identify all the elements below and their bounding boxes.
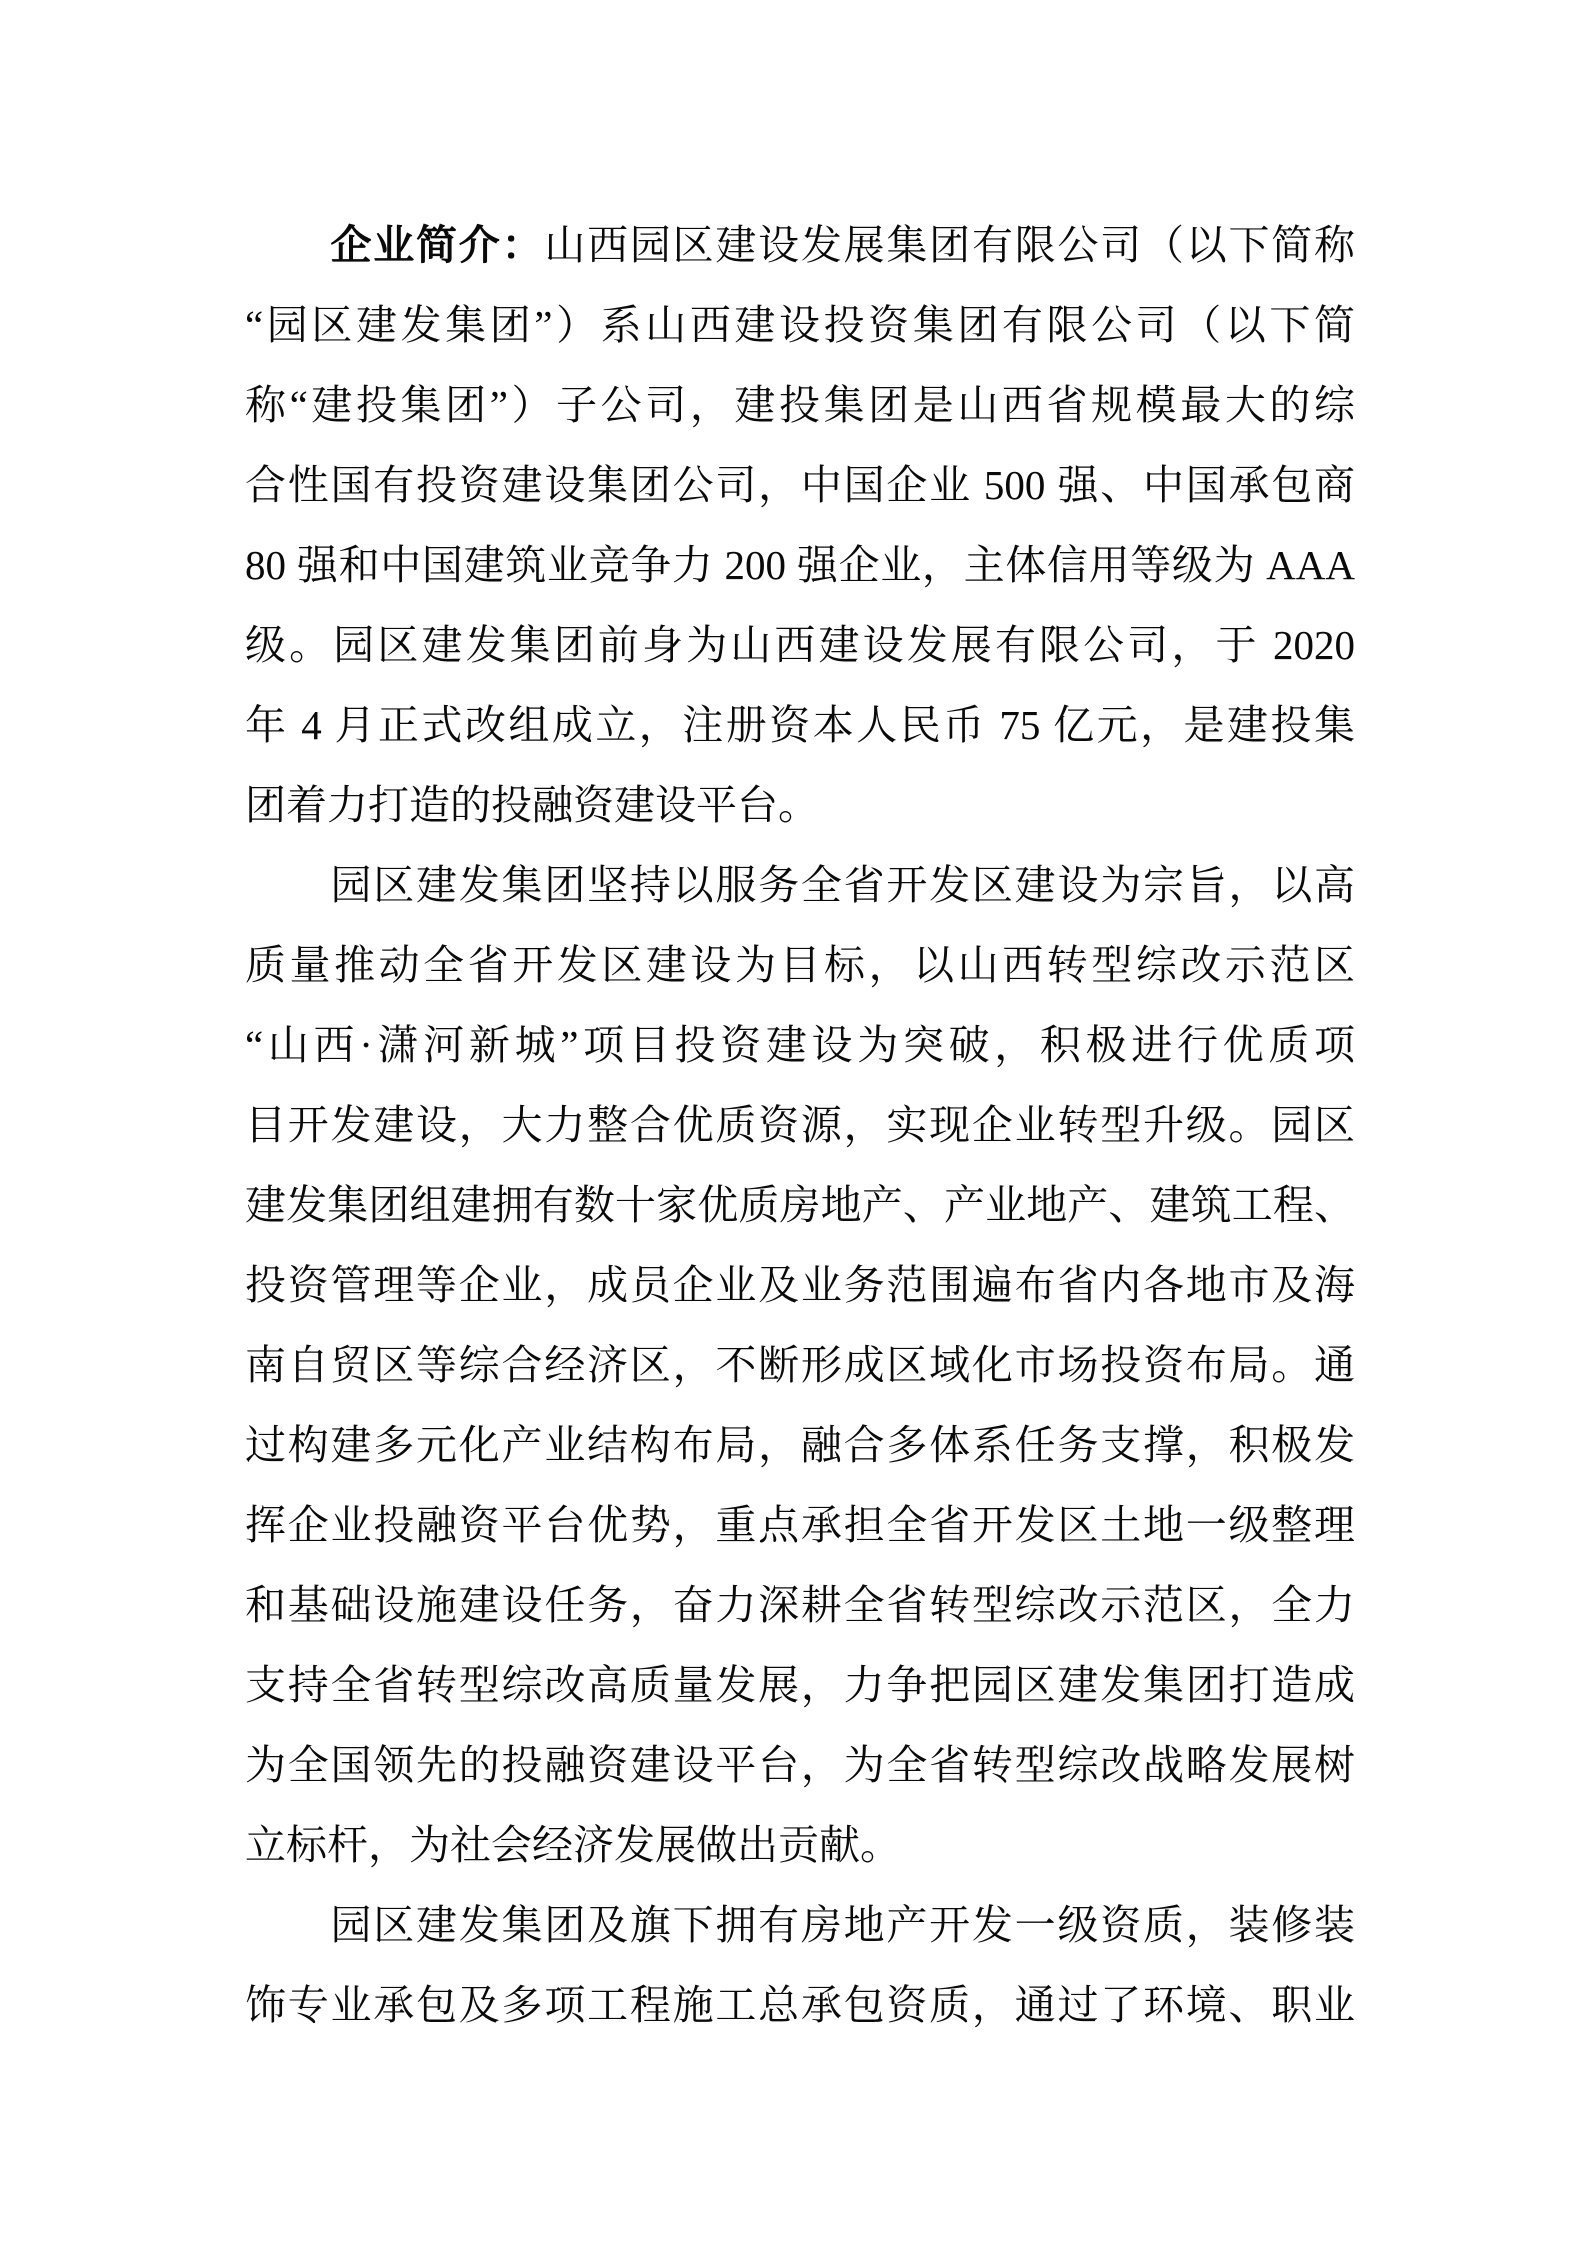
text-run: 目开发建设，大力整合优质资源，实现企业转型升级。园区 (245, 1102, 1355, 1148)
text-run: 饰专业承包及多项工程施工总承包资质，通过了环境、职业 (245, 1982, 1355, 2028)
text-line (245, 1245, 1355, 1325)
text-run (245, 222, 331, 268)
text-line (245, 1325, 1355, 1405)
text-line (245, 1085, 1355, 1165)
text-run: 支持全省转型综改高质量发展，力争把园区建发集团打造成 (245, 1662, 1355, 1708)
text-run: 立标杆，为社会经济发展做出贡献。 (245, 1822, 901, 1868)
text-line (245, 1805, 1355, 1885)
text-line (245, 205, 1355, 285)
text-line (245, 1005, 1355, 1085)
text-run: 山西园区建设发展集团有限公司（以下简称 (544, 222, 1356, 268)
text-line (245, 605, 1355, 685)
text-run: 80 强和中国建筑业竞争力 200 强企业，主体信用等级为 AAA (245, 542, 1355, 588)
text-run: 年 4 月正式改组成立，注册资本人民币 75 亿元，是建投集 (245, 702, 1355, 748)
text-run: 质量推动全省开发区建设为目标，以山西转型综改示范区 (245, 942, 1355, 988)
text-run: 园区建发集团坚持以服务全省开发区建设为宗旨，以高 (245, 862, 1355, 908)
text-line (245, 1405, 1355, 1485)
text-run: 园区建发集团及旗下拥有房地产开发一级资质，装修装 (245, 1902, 1355, 1948)
paragraph (245, 1885, 1355, 2045)
text-run: 投资管理等企业，成员企业及业务范围遍布省内各地市及海 (245, 1262, 1355, 1308)
text-run: 过构建多元化产业结构布局，融合多体系任务支撑，积极发 (245, 1422, 1355, 1468)
text-run: 南自贸区等综合经济区，不断形成区域化市场投资布局。通 (245, 1342, 1355, 1388)
paragraph (245, 205, 1355, 845)
text-line (245, 685, 1355, 765)
text-line (245, 1725, 1355, 1805)
lead-in-label: 企业简介： (330, 222, 545, 268)
text-line (245, 365, 1355, 445)
text-line (245, 445, 1355, 525)
text-run: “山西·潇河新城”项目投资建设为突破，积极进行优质项 (245, 1022, 1355, 1068)
text-run: 建发集团组建拥有数十家优质房地产、产业地产、建筑工程、 (245, 1182, 1355, 1228)
text-line (245, 1885, 1355, 1965)
text-run: “园区建发集团”）系山西建设投资集团有限公司（以下简 (245, 302, 1355, 348)
text-line (245, 845, 1355, 925)
text-run: 称“建投集团”）子公司，建投集团是山西省规模最大的综 (245, 382, 1355, 428)
text-line (245, 1485, 1355, 1565)
paragraph (245, 845, 1355, 1885)
text-line (245, 765, 1355, 845)
text-line (245, 925, 1355, 1005)
text-run: 级。园区建发集团前身为山西建设发展有限公司，于 2020 (245, 622, 1355, 668)
text-run: 团着力打造的投融资建设平台。 (245, 782, 819, 828)
text-line (245, 525, 1355, 605)
text-run: 为全国领先的投融资建设平台，为全省转型综改战略发展树 (245, 1742, 1355, 1788)
text-line (245, 285, 1355, 365)
document-body (245, 205, 1355, 2045)
text-line (245, 1965, 1355, 2045)
text-line (245, 1565, 1355, 1645)
text-line (245, 1165, 1355, 1245)
text-line (245, 1645, 1355, 1725)
text-run: 挥企业投融资平台优势，重点承担全省开发区土地一级整理 (245, 1502, 1355, 1548)
text-run: 和基础设施建设任务，奋力深耕全省转型综改示范区，全力 (245, 1582, 1355, 1628)
text-run: 合性国有投资建设集团公司，中国企业 500 强、中国承包商 (245, 462, 1355, 508)
